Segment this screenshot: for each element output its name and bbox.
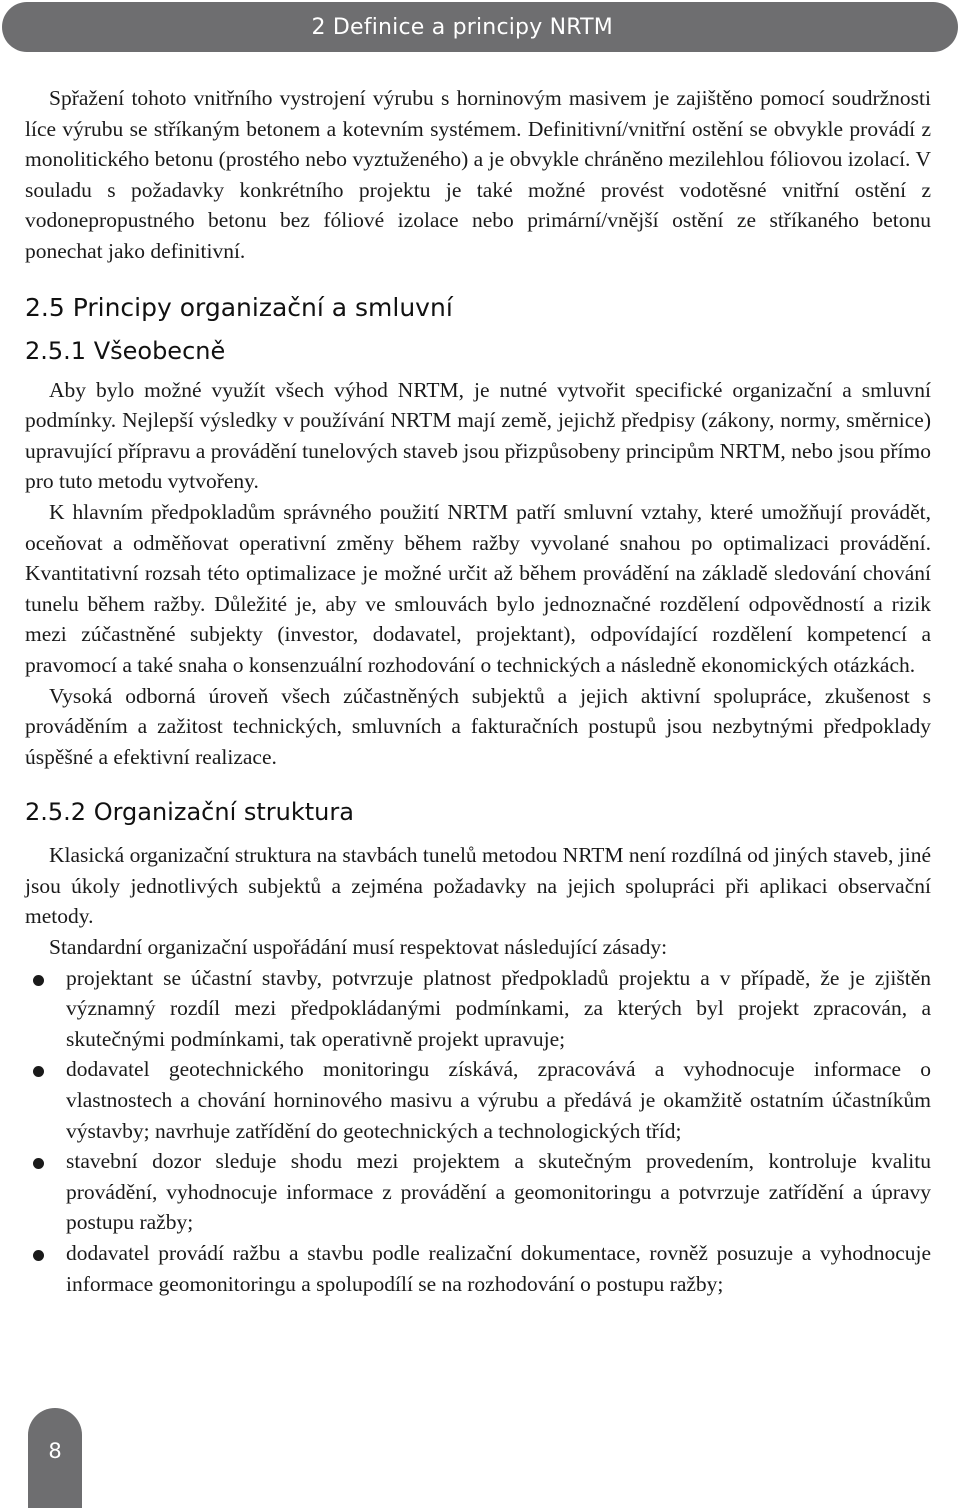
body-paragraph: Aby bylo možné využít všech výhod NRTM, je nutné vytvořit specifické organizační a smluvní podmínky. Nejlepší výsledky v používání NRTM mají země, jejichž předpisy (zákony, normy, směrnice) upravující přípravu a provádění tunelových staveb jsou přizpůsobeny principům NRTM, nebo jsou přímo pro tuto metodu vytvořeny.: [25, 377, 931, 494]
body-paragraph: Klasická organizační struktura na stavbách tunelů metodou NRTM není rozdílná od jiných staveb, jiné jsou úkoly jednotlivých subjektů a zejména požadavky na jejich spolupráci při aplikaci observační metody.: [25, 843, 931, 929]
bullet-icon: [33, 1250, 44, 1261]
chapter-title: 2 Definice a principy NRTM: [311, 15, 613, 40]
chapter-header-bar: [2, 2, 958, 52]
bullet-icon: [33, 1158, 44, 1169]
section-heading: 2.5 Principy organizační a smluvní: [25, 292, 453, 322]
bullet-icon: [33, 1066, 44, 1077]
list-item-text: dodavatel provádí ražbu a stavbu podle realizační dokumentace, rovněž posuzuje a vyhodnocuje informace geomonitoringu a spolupodílí se na rozhodování o postupu ražby;: [66, 1241, 931, 1296]
page-content: [25, 83, 931, 1299]
page-number: 8: [48, 1439, 62, 1463]
body-paragraph: Standardní organizační uspořádání musí respektovat následující zásady:: [49, 935, 668, 960]
bullet-icon: [33, 975, 44, 986]
body-paragraph: K hlavním předpokladům správného použití NRTM patří smluvní vztahy, které umožňují provádět, oceňovat a odměňovat operativní změny během ražby vyvolané snahou po optimalizaci provádění. Kvantitativní rozsah této optimalizace je možné určit až během provádění na základě sledování chování tunelu během ražby. Důležité je, aby ve smlouvách bylo jednoznačné rozdělení odpovědností a rizik mezi zúčastněné subjekty (investor, dodavatel, projektant), odpovídající rozdělení kompetencí a pravomocí a také snaha o konsenzuální rozhodování o technických a následně ekonomických otázkách.: [25, 499, 931, 677]
list-item-text: dodavatel geotechnického monitoringu získává, zpracovává a vyhodnocuje informace o vlastnostech a chování horninového masivu a výrubu a předává je okamžitě ostatním účastníkům výstavby; navrhuje zatřídění do geotechnických a technologických tříd;: [66, 1057, 931, 1143]
principles-list: [25, 963, 931, 1300]
subsection-heading-general: 2.5.1 Všeobecně: [25, 336, 226, 365]
page-number-tab: [28, 1408, 82, 1508]
list-item-text: projektant se účastní stavby, potvrzuje platnost předpokladů projektu a v případě, že je zjištěn významný rozdíl mezi předpokládanými podmínkami, za kterých byl projekt zpracován, a skutečnými podmínkami, tak operativně projekt upravuje;: [66, 965, 931, 1051]
subsection-heading-organization: 2.5.2 Organizační struktura: [25, 798, 354, 827]
list-item: [25, 1146, 931, 1238]
list-item: [25, 1238, 931, 1299]
list-item: [25, 963, 931, 1055]
body-paragraph: Vysoká odborná úroveň všech zúčastněných subjektů a jejich aktivní spolupráce, zkušenost s prováděním a zažitost technických, smluvních a fakturačních postupů jsou nezbytnými předpoklady úspěšné a efektivní realizace.: [25, 683, 931, 769]
list-item-text: stavební dozor sleduje shodu mezi projektem a skutečným provedením, kontroluje kvalitu provádění, vyhodnocuje informace z provádění a geomonitoringu a potvrzuje zatřídění a úpravy postupu ražby;: [66, 1149, 931, 1235]
intro-paragraph: Spřažení tohoto vnitřního vystrojení výrubu s horninovým masivem je zajištěno pomocí soudržnosti líce výrubu se stříkaným betonem a kotevním systémem. Definitivní/vnitřní ostění se obvykle provádí z monolitického betonu (prostého nebo vyztuženého) a je obvykle chráněno mezilehlou fóliovou izolací. V souladu s požadavky konkrétního projektu je také možné provést vodotěsné vnitřní ostění z vodonepropustného betonu bez fóliové izolace nebo primární/vnější ostění ze stříkaného betonu ponechat jako definitivní.: [25, 86, 931, 263]
list-item: [25, 1054, 931, 1146]
